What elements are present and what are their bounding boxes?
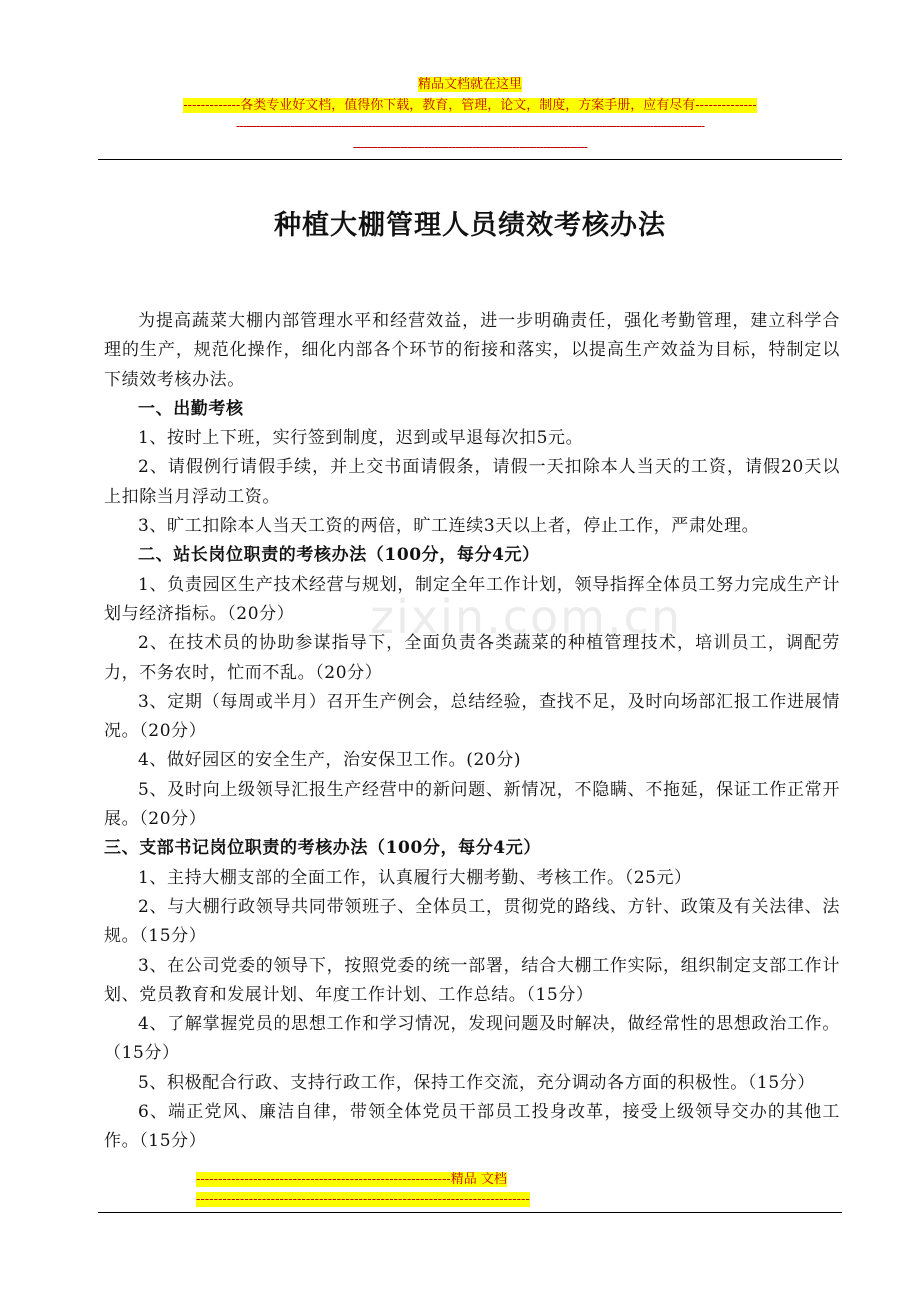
list-item: 5、积极配合行政、支持行政工作，保持工作交流，充分调动各方面的积极性。（15分） (138, 1072, 815, 1093)
list-item: 5、及时向上级领导汇报生产经营中的新问题、新情况，不隐瞒、不拖延，保证工作正常开展。（20分） (104, 779, 840, 830)
list-item: 1、主持大棚支部的全面工作，认真履行大棚考勤、考核工作。（25元） (138, 867, 692, 888)
page-title: 种植大棚管理人员绩效考核办法 (274, 210, 666, 241)
section-2-heading: 二、站长岗位职责的考核办法（100分，每分4元） (138, 545, 540, 566)
list-item: 4、做好园区的安全生产，治安保卫工作。(20分) (138, 750, 522, 771)
footer-divider (98, 1212, 842, 1213)
list-item: 1、负责园区生产技术经营与规划，制定全年工作计划，领导指挥全体员工努力完成生产计划与经济指标。（20分） (104, 574, 840, 624)
section-1-heading: 一、出勤考核 (138, 398, 244, 419)
list-item: 3、在公司党委的领导下，按照党委的统一部署，结合大棚工作实际，组织制定支部工作计划、党员教育和发展计划、年度工作计划、工作总结。（15分） (104, 955, 840, 1005)
list-item: 4、了解掌握党员的思想工作和学习情况，发现问题及时解决，做经常性的思想政治工作。（15分） (104, 1014, 840, 1064)
intro-paragraph: 为提高蔬菜大棚内部管理水平和经营效益，进一步明确责任，强化考勤管理，建立科学合理的生产，规范化操作，细化内部各个环节的衔接和落实，以提高生产效益为目标，特制定以下绩效考核办法。 (104, 311, 840, 390)
list-item: 2、与大棚行政领导共同带领班子、全体员工，贯彻党的路线、方针、政策及有关法律、法规。（15分） (104, 896, 840, 947)
list-item: 3、定期（每周或半月）召开生产例会，总结经验，查找不足，及时向场部汇报工作进展情况。（20分） (104, 691, 840, 742)
header-top-label: 精品文档就在这里 (417, 77, 522, 92)
section-3-heading: 三、支部书记岗位职责的考核办法（100分，每分4元） (104, 838, 541, 859)
footer-line-1: ----------------------------------------------------------精品 文档 (196, 1172, 507, 1187)
document-body (104, 307, 840, 1157)
list-item: 2、在技术员的协助参谋指导下，全面负责各类蔬菜的种植管理技术，培训员工，调配劳力，不务农时，忙而不乱。（20分） (104, 633, 840, 683)
document-header (98, 74, 842, 158)
list-item: 3、旷工扣除本人当天工资的两倍，旷工连续3天以上者，停止工作，严肃处理。 (138, 516, 760, 537)
header-tagline: -------------各类专业好文档，值得你下载，教育，管理，论文，制度，方案手册，应有尽有-------------- (183, 98, 757, 113)
header-dash-line-1: ------------------------------------------------------------------------------------------------------------------------------------------ (235, 119, 705, 134)
document-footer (196, 1170, 744, 1210)
list-item: 1、按时上下班，实行签到制度，迟到或早退每次扣5元。 (138, 428, 584, 449)
list-item: 6、端正党风、廉洁自律，带领全体党员干部员工投身改革，接受上级领导交办的其他工作。（15分） (104, 1102, 840, 1152)
header-dash-line-2: --------------------------------------------------------------------- (352, 140, 588, 155)
footer-line-2: ---------------------------------------------------------------------------- (196, 1192, 530, 1207)
header-divider (98, 159, 842, 160)
list-item: 2、请假例行请假手续，并上交书面请假条，请假一天扣除本人当天的工资，请假20天以上扣除当月浮动工资。 (104, 457, 840, 507)
watermark: zixin.com.cn (370, 590, 683, 644)
